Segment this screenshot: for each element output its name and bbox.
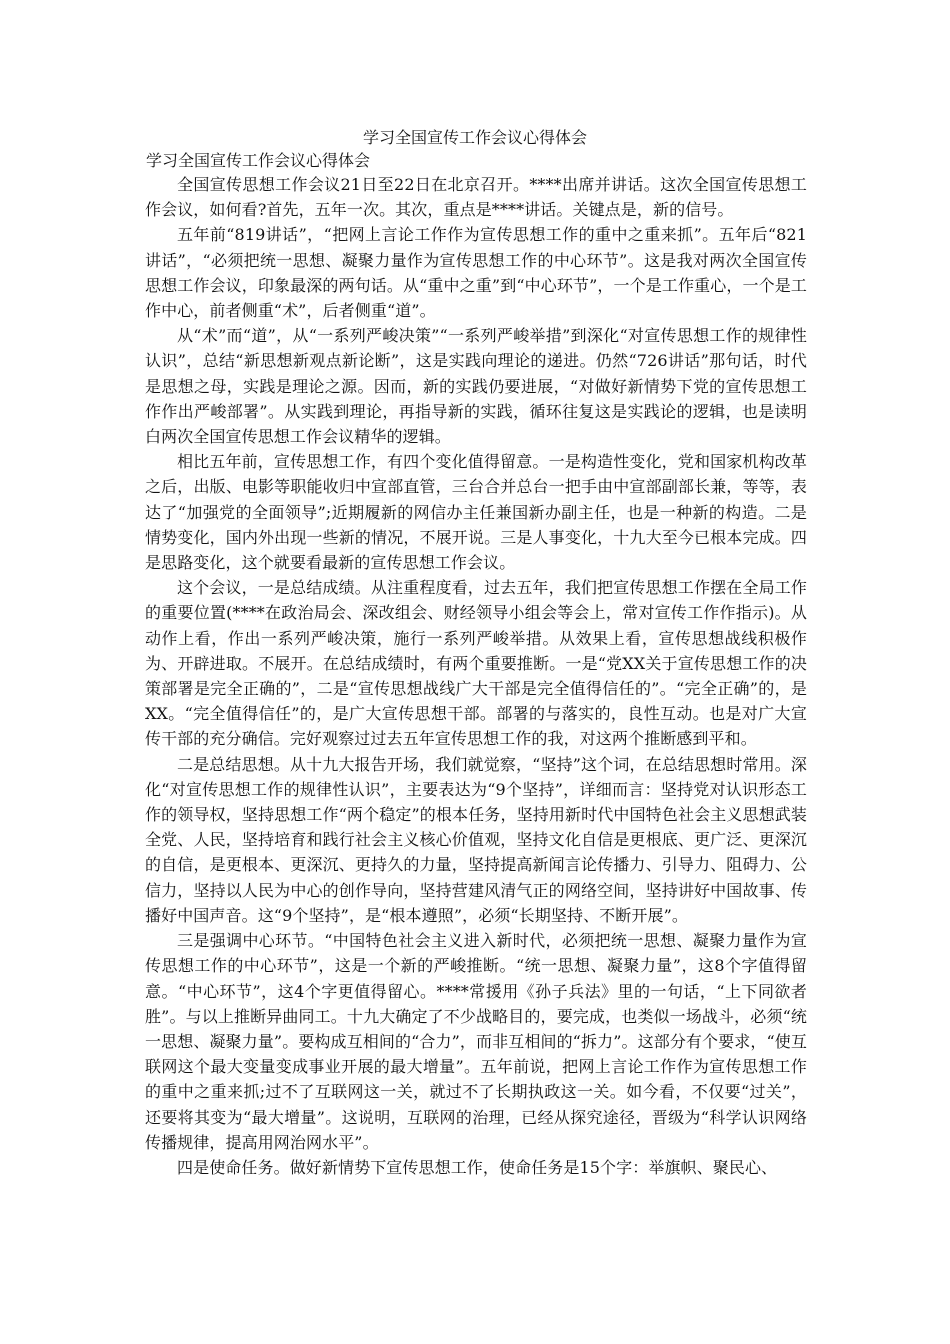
document-subtitle: 学习全国宣传工作会议心得体会 — [146, 151, 371, 170]
paragraph: 三是强调中心环节。“中国特色社会主义进入新时代，必须把统一思想、凝聚力量作为宣传思想工作的中心环节”，这是一个新的严峻推断。“统一思想、凝聚力量”，这8个字值得留意。“中心环节”，这4个字更值得留心。****常援用《孙子兵法》里的一句话，“上下同欲者胜”。与以上推断异曲同工。十九大确定了不少战略目的，要完成，也类似一场战斗，必须“统一思想、凝聚力量”。要构成互相间的“合力”，而非互相间的“拆力”。这部分有个要求，“使互联网这个最大变量变成事业开展的最大增量”。五年前说，把网上言论工作作为宣传思想工作的重中之重来抓;过不了互联网这一关，就过不了长期执政这一关。如今看，不仅要“过关”，还要将其变为“最大增量”。这说明，互联网的治理，已经从探究途径，晋级为“科学认识网络传播规律，提高用网治网水平”。 — [145, 931, 807, 1152]
document-body — [145, 172, 807, 1180]
paragraph: 二是总结思想。从十九大报告开场，我们就觉察，“坚持”这个词，在总结思想时常用。深化“对宣传思想工作的规律性认识”，主要表达为“9个坚持”，详细而言：坚持党对认识形态工作的领导权，坚持思想工作“两个稳定”的根本任务，坚持用新时代中国特色社会主义思想武装全党、人民，坚持培育和践行社会主义核心价值观，坚持文化自信是更根底、更广泛、更深沉的自信，是更根本、更深沉、更持久的力量，坚持提高新闻言论传播力、引导力、阻碍力、公信力，坚持以人民为中心的创作导向，坚持营建风清气正的网络空间，坚持讲好中国故事、传播好中国声音。这“9个坚持”，是“根本遵照”，必须“长期坚持、不断开展”。 — [145, 754, 807, 925]
paragraph: 全国宣传思想工作会议21日至22日在北京召开。****出席并讲话。这次全国宣传思想工作会议，如何看?首先，五年一次。其次，重点是****讲话。关键点是，新的信号。 — [145, 175, 807, 220]
document-title: 学习全国宣传工作会议心得体会 — [362, 128, 587, 147]
paragraph: 相比五年前，宣传思想工作，有四个变化值得留意。一是构造性变化，党和国家机构改革之后，出版、电影等职能收归中宣部直管，三台合并总台一把手由中宣部副部长兼，等等，表达了“加强党的全面领导”;近期履新的网信办主任兼国新办副主任，也是一种新的构造。二是情势变化，国内外出现一些新的情况，不展开说。三是人事变化，十九大至今已根本完成。四是思路变化，这个就要看最新的宣传思想工作会议。 — [145, 452, 807, 573]
paragraph: 五年前“819讲话”，“把网上言论工作作为宣传思想工作的重中之重来抓”。五年后“821讲话”，“必须把统一思想、凝聚力量作为宣传思想工作的中心环节”。这是我对两次全国宣传思想工作会议，印象最深的两句话。从“重中之重”到“中心环节”，一个是工作重心，一个是工作中心，前者侧重“术”，后者侧重“道”。 — [145, 225, 807, 321]
paragraph: 从“术”而“道”，从“一系列严峻决策”“一系列严峻举措”到深化“对宣传思想工作的规律性认识”，总结“新思想新观点新论断”，这是实践向理论的递进。仍然“726讲话”那句话，时代是思想之母，实践是理论之源。因而，新的实践仍要进展，“对做好新情势下党的宣传思想工作作出严峻部署”。从实践到理论，再指导新的实践，循环往复这是实践论的逻辑，也是读明白两次全国宣传思想工作会议精华的逻辑。 — [145, 326, 807, 447]
paragraph: 四是使命任务。做好新情势下宣传思想工作，使命任务是15个字：举旗帜、聚民心、 — [177, 1157, 778, 1177]
paragraph: 这个会议，一是总结成绩。从注重程度看，过去五年，我们把宣传思想工作摆在全局工作的重要位置(****在政治局会、深改组会、财经领导小组会等会上，常对宣传工作作指示)。从动作上看，作出一系列严峻决策，施行一系列严峻举措。从效果上看，宣传思想战线积极作为、开辟进取。不展开。在总结成绩时，有两个重要推断。一是“党XX关于宣传思想工作的决策部署是完全正确的”，二是“宣传思想战线广大干部是完全值得信任的”。“完全正确”的，是XX。“完全值得信任”的，是广大宣传思想干部。部署的与落实的，良性互动。也是对广大宣传干部的充分确信。完好观察过过去五年宣传思想工作的我，对这两个推断感到平和。 — [145, 578, 807, 749]
